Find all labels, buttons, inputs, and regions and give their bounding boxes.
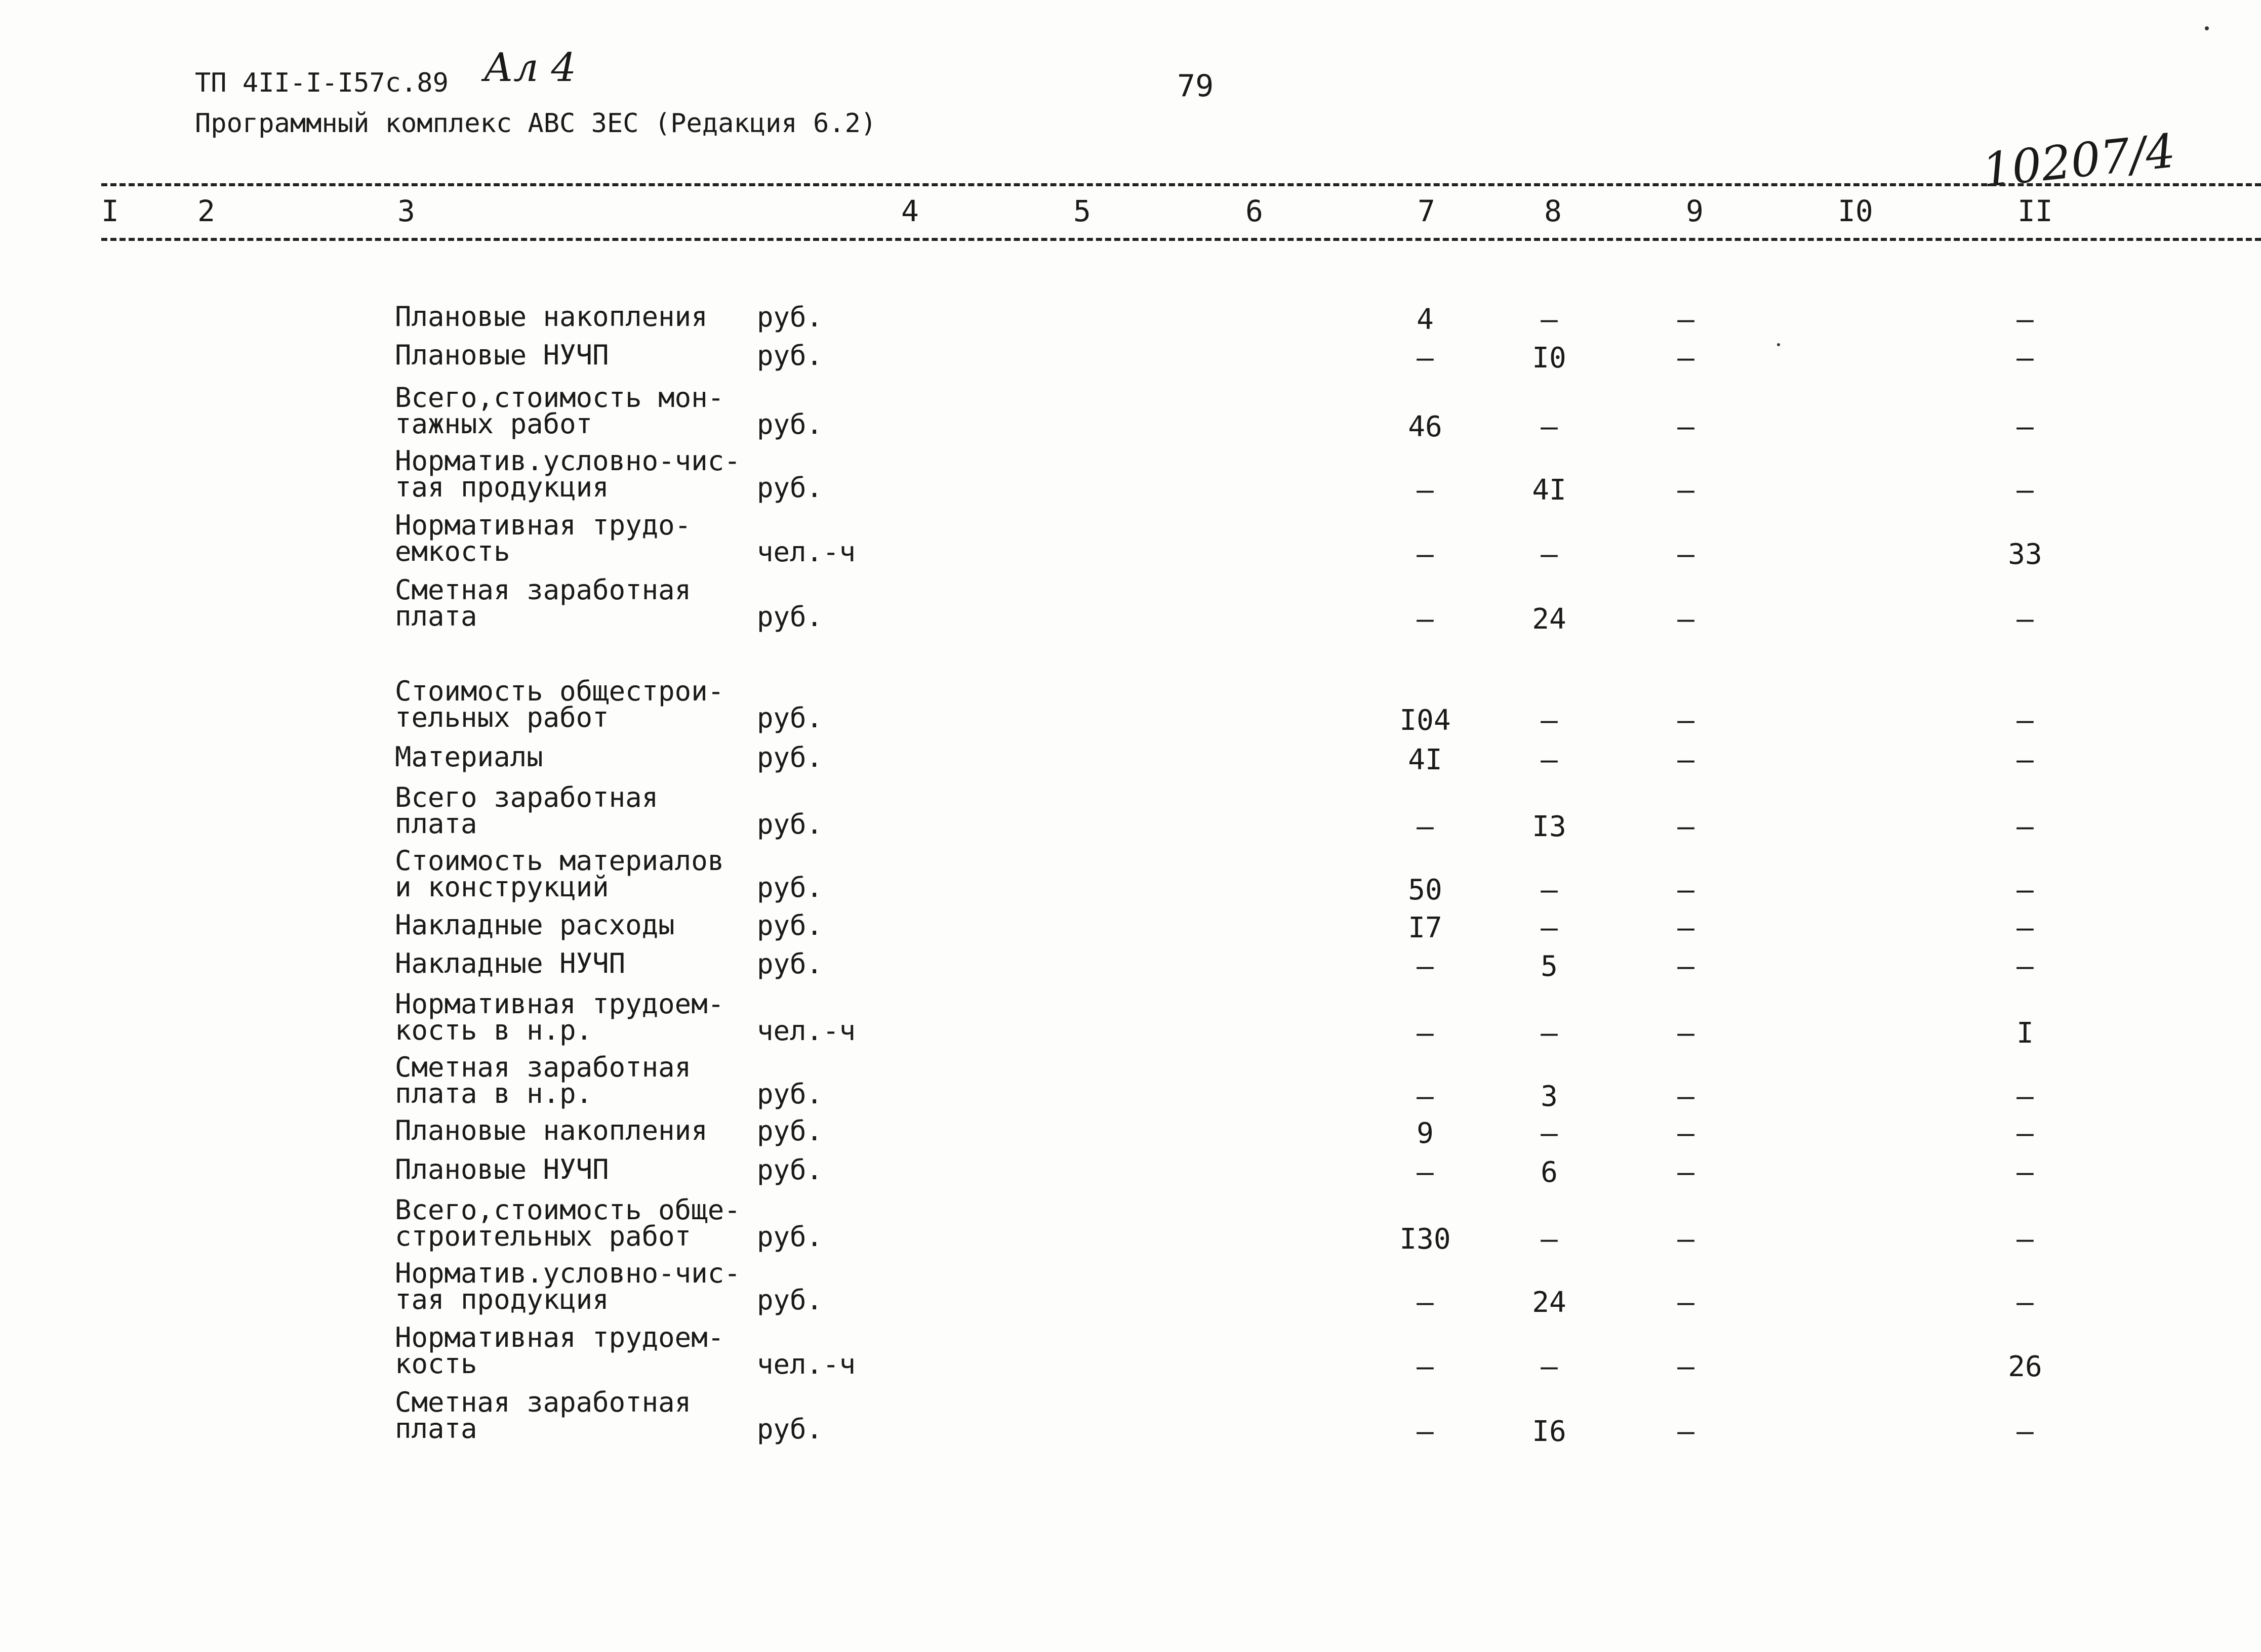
row-value-col11: I	[2016, 1017, 2034, 1050]
row-label-line: плата	[395, 808, 477, 840]
row-label-line: Стоимость материалов	[395, 845, 724, 877]
row-value-col9: –	[1677, 342, 1694, 375]
row-unit: руб.	[757, 1115, 823, 1147]
row-value-col9: –	[1677, 1350, 1694, 1383]
row-value-col8: –	[1541, 744, 1558, 776]
row-value-col7: I7	[1408, 912, 1442, 944]
row-value-col7: –	[1417, 950, 1434, 983]
row-label-line: Материалы	[395, 741, 543, 773]
program-name: Программный комплекс АВС 3ЕС (Редакция 6.2)	[195, 108, 877, 139]
row-value-col7: –	[1417, 1350, 1434, 1383]
row-value-col8: –	[1541, 1017, 1558, 1050]
row-label-line: тажных работ	[395, 408, 593, 440]
row-value-col9: –	[1677, 474, 1694, 507]
row-value-col7: 50	[1408, 874, 1442, 906]
row-unit: руб.	[757, 1154, 823, 1186]
row-unit: руб.	[757, 1221, 823, 1253]
row-value-col8: 4I	[1532, 474, 1566, 507]
row-value-col8: –	[1541, 912, 1558, 944]
row-label-line: Норматив.условно-чис-	[395, 1257, 741, 1289]
row-value-col11: –	[2016, 474, 2034, 507]
column-number-2: 2	[197, 194, 215, 228]
row-value-col7: –	[1417, 810, 1434, 843]
row-value-col11: 26	[2008, 1350, 2042, 1383]
row-label-line: Плановые накопления	[395, 301, 708, 333]
row-unit: чел.-ч	[757, 1015, 856, 1047]
row-value-col9: –	[1677, 704, 1694, 737]
row-unit: руб.	[757, 1413, 823, 1445]
row-label-line: Всего,стоимость мон-	[395, 382, 724, 414]
row-label-line: плата в н.р.	[395, 1078, 593, 1109]
row-value-col7: I30	[1399, 1223, 1451, 1256]
row-value-col9: –	[1677, 874, 1694, 906]
row-value-col11: –	[2016, 410, 2034, 443]
row-unit: руб.	[757, 1284, 823, 1316]
row-unit: руб.	[757, 702, 823, 734]
row-value-col11: –	[2016, 912, 2034, 944]
row-label-line: плата	[395, 1413, 477, 1444]
column-number-7: 7	[1418, 194, 1435, 228]
column-number-1: I	[101, 194, 119, 228]
row-unit: руб.	[757, 741, 823, 773]
row-label-line: тая продукция	[395, 471, 609, 503]
row-unit: руб.	[757, 301, 823, 333]
row-label-line: кость	[395, 1348, 477, 1380]
row-unit: руб.	[757, 910, 823, 941]
row-value-col8: 24	[1532, 1286, 1566, 1319]
column-number-3: 3	[397, 194, 415, 228]
row-label-line: тельных работ	[395, 701, 609, 733]
row-label-line: Сметная заработная	[395, 1051, 692, 1083]
row-value-col11: –	[2016, 810, 2034, 843]
row-value-col7: 46	[1408, 410, 1442, 443]
column-number-9: 9	[1686, 194, 1704, 228]
row-value-col8: 24	[1532, 603, 1566, 636]
row-unit: руб.	[757, 601, 823, 633]
row-value-col9: –	[1677, 1017, 1694, 1050]
speck	[2205, 26, 2209, 30]
column-number-5: 5	[1073, 194, 1091, 228]
row-label-line: Нормативная трудо-	[395, 509, 692, 541]
header-bottom-rule	[101, 238, 2261, 241]
row-label-line: Всего,стоимость обще-	[395, 1194, 741, 1226]
row-unit: руб.	[757, 808, 823, 840]
row-label-line: емкость	[395, 535, 510, 567]
handwritten-note: Ал 4	[483, 45, 577, 91]
row-value-col9: –	[1677, 1080, 1694, 1113]
row-value-col9: –	[1677, 1156, 1694, 1189]
row-value-col7: –	[1417, 603, 1434, 636]
row-value-col11: –	[2016, 303, 2034, 336]
row-value-col11: –	[2016, 1286, 2034, 1319]
row-label-line: плата	[395, 600, 477, 632]
row-value-col8: I6	[1532, 1415, 1566, 1448]
row-value-col11: –	[2016, 874, 2034, 906]
row-value-col9: –	[1677, 1117, 1694, 1150]
page-number: 79	[1177, 68, 1214, 104]
row-value-col7: –	[1417, 1080, 1434, 1113]
column-number-10: I0	[1838, 194, 1873, 228]
row-value-col8: 3	[1541, 1080, 1558, 1113]
row-value-col8: –	[1541, 410, 1558, 443]
row-label-line: Сметная заработная	[395, 1386, 692, 1418]
row-value-col8: –	[1541, 874, 1558, 906]
row-label-line: тая продукция	[395, 1284, 609, 1315]
row-value-col11: –	[2016, 1080, 2034, 1113]
row-value-col7: –	[1417, 474, 1434, 507]
row-label-line: и конструкций	[395, 871, 609, 903]
row-value-col7: –	[1417, 538, 1434, 571]
row-value-col8: –	[1541, 1223, 1558, 1256]
row-unit: руб.	[757, 472, 823, 504]
column-number-8: 8	[1544, 194, 1562, 228]
row-value-col7: –	[1417, 1286, 1434, 1319]
row-value-col11: –	[2016, 603, 2034, 636]
row-value-col9: –	[1677, 912, 1694, 944]
row-value-col8: –	[1541, 704, 1558, 737]
doc-code: ТП 4II-I-I57с.89	[195, 68, 449, 98]
row-value-col8: –	[1541, 303, 1558, 336]
row-label-line: Накладные расходы	[395, 909, 675, 941]
row-value-col7: –	[1417, 342, 1434, 375]
row-unit: руб.	[757, 872, 823, 903]
row-label-line: кость в н.р.	[395, 1014, 593, 1046]
row-value-col11: –	[2016, 1415, 2034, 1448]
row-value-col11: –	[2016, 1156, 2034, 1189]
row-value-col11: 33	[2008, 538, 2042, 571]
archive-stamp-number: 10207/4	[1980, 123, 2178, 198]
row-value-col8: –	[1541, 1350, 1558, 1383]
row-unit: руб.	[757, 948, 823, 980]
row-value-col8: –	[1541, 1117, 1558, 1150]
row-value-col9: –	[1677, 1223, 1694, 1256]
row-label-line: Всего заработная	[395, 781, 659, 813]
row-value-col7: 4	[1417, 303, 1434, 336]
row-unit: руб.	[757, 408, 823, 440]
row-value-col11: –	[2016, 704, 2034, 737]
row-label-line: Нормативная трудоем-	[395, 1321, 724, 1353]
row-value-col9: –	[1677, 950, 1694, 983]
column-number-4: 4	[901, 194, 919, 228]
row-value-col7: I04	[1399, 704, 1451, 737]
row-value-col11: –	[2016, 950, 2034, 983]
row-label-line: Накладные НУЧП	[395, 947, 626, 979]
row-value-col7: –	[1417, 1017, 1434, 1050]
row-unit: руб.	[757, 340, 823, 371]
row-label-line: Сметная заработная	[395, 574, 692, 606]
row-unit: руб.	[757, 1078, 823, 1110]
column-number-6: 6	[1245, 194, 1263, 228]
row-value-col9: –	[1677, 1286, 1694, 1319]
row-label-line: Нормативная трудоем-	[395, 988, 724, 1020]
row-value-col9: –	[1677, 538, 1694, 571]
row-label-line: строительных работ	[395, 1220, 692, 1252]
row-unit: чел.-ч	[757, 536, 856, 568]
row-value-col9: –	[1677, 1415, 1694, 1448]
row-value-col7: 4I	[1408, 744, 1442, 776]
row-value-col8: 6	[1541, 1156, 1558, 1189]
row-value-col9: –	[1677, 744, 1694, 776]
row-value-col9: –	[1677, 303, 1694, 336]
row-value-col7: –	[1417, 1415, 1434, 1448]
speck	[1777, 343, 1780, 346]
row-label-line: Плановые накопления	[395, 1114, 708, 1146]
row-value-col7: 9	[1417, 1117, 1434, 1150]
row-label-line: Стоимость общестрои-	[395, 675, 724, 707]
row-label-line: Плановые НУЧП	[395, 1153, 609, 1185]
row-value-col11: –	[2016, 1223, 2034, 1256]
row-value-col11: –	[2016, 1117, 2034, 1150]
row-value-col8: I3	[1532, 810, 1566, 843]
row-value-col9: –	[1677, 603, 1694, 636]
row-value-col8: 5	[1541, 950, 1558, 983]
row-value-col11: –	[2016, 744, 2034, 776]
row-label-line: Норматив.условно-чис-	[395, 445, 741, 477]
header-top-rule	[101, 183, 2261, 186]
row-value-col8: –	[1541, 538, 1558, 571]
row-value-col7: –	[1417, 1156, 1434, 1189]
column-number-11: II	[2017, 194, 2053, 228]
row-label-line: Плановые НУЧП	[395, 339, 609, 371]
row-value-col11: –	[2016, 342, 2034, 375]
row-value-col8: I0	[1532, 342, 1566, 375]
row-unit: чел.-ч	[757, 1348, 856, 1380]
row-value-col9: –	[1677, 810, 1694, 843]
row-value-col9: –	[1677, 410, 1694, 443]
